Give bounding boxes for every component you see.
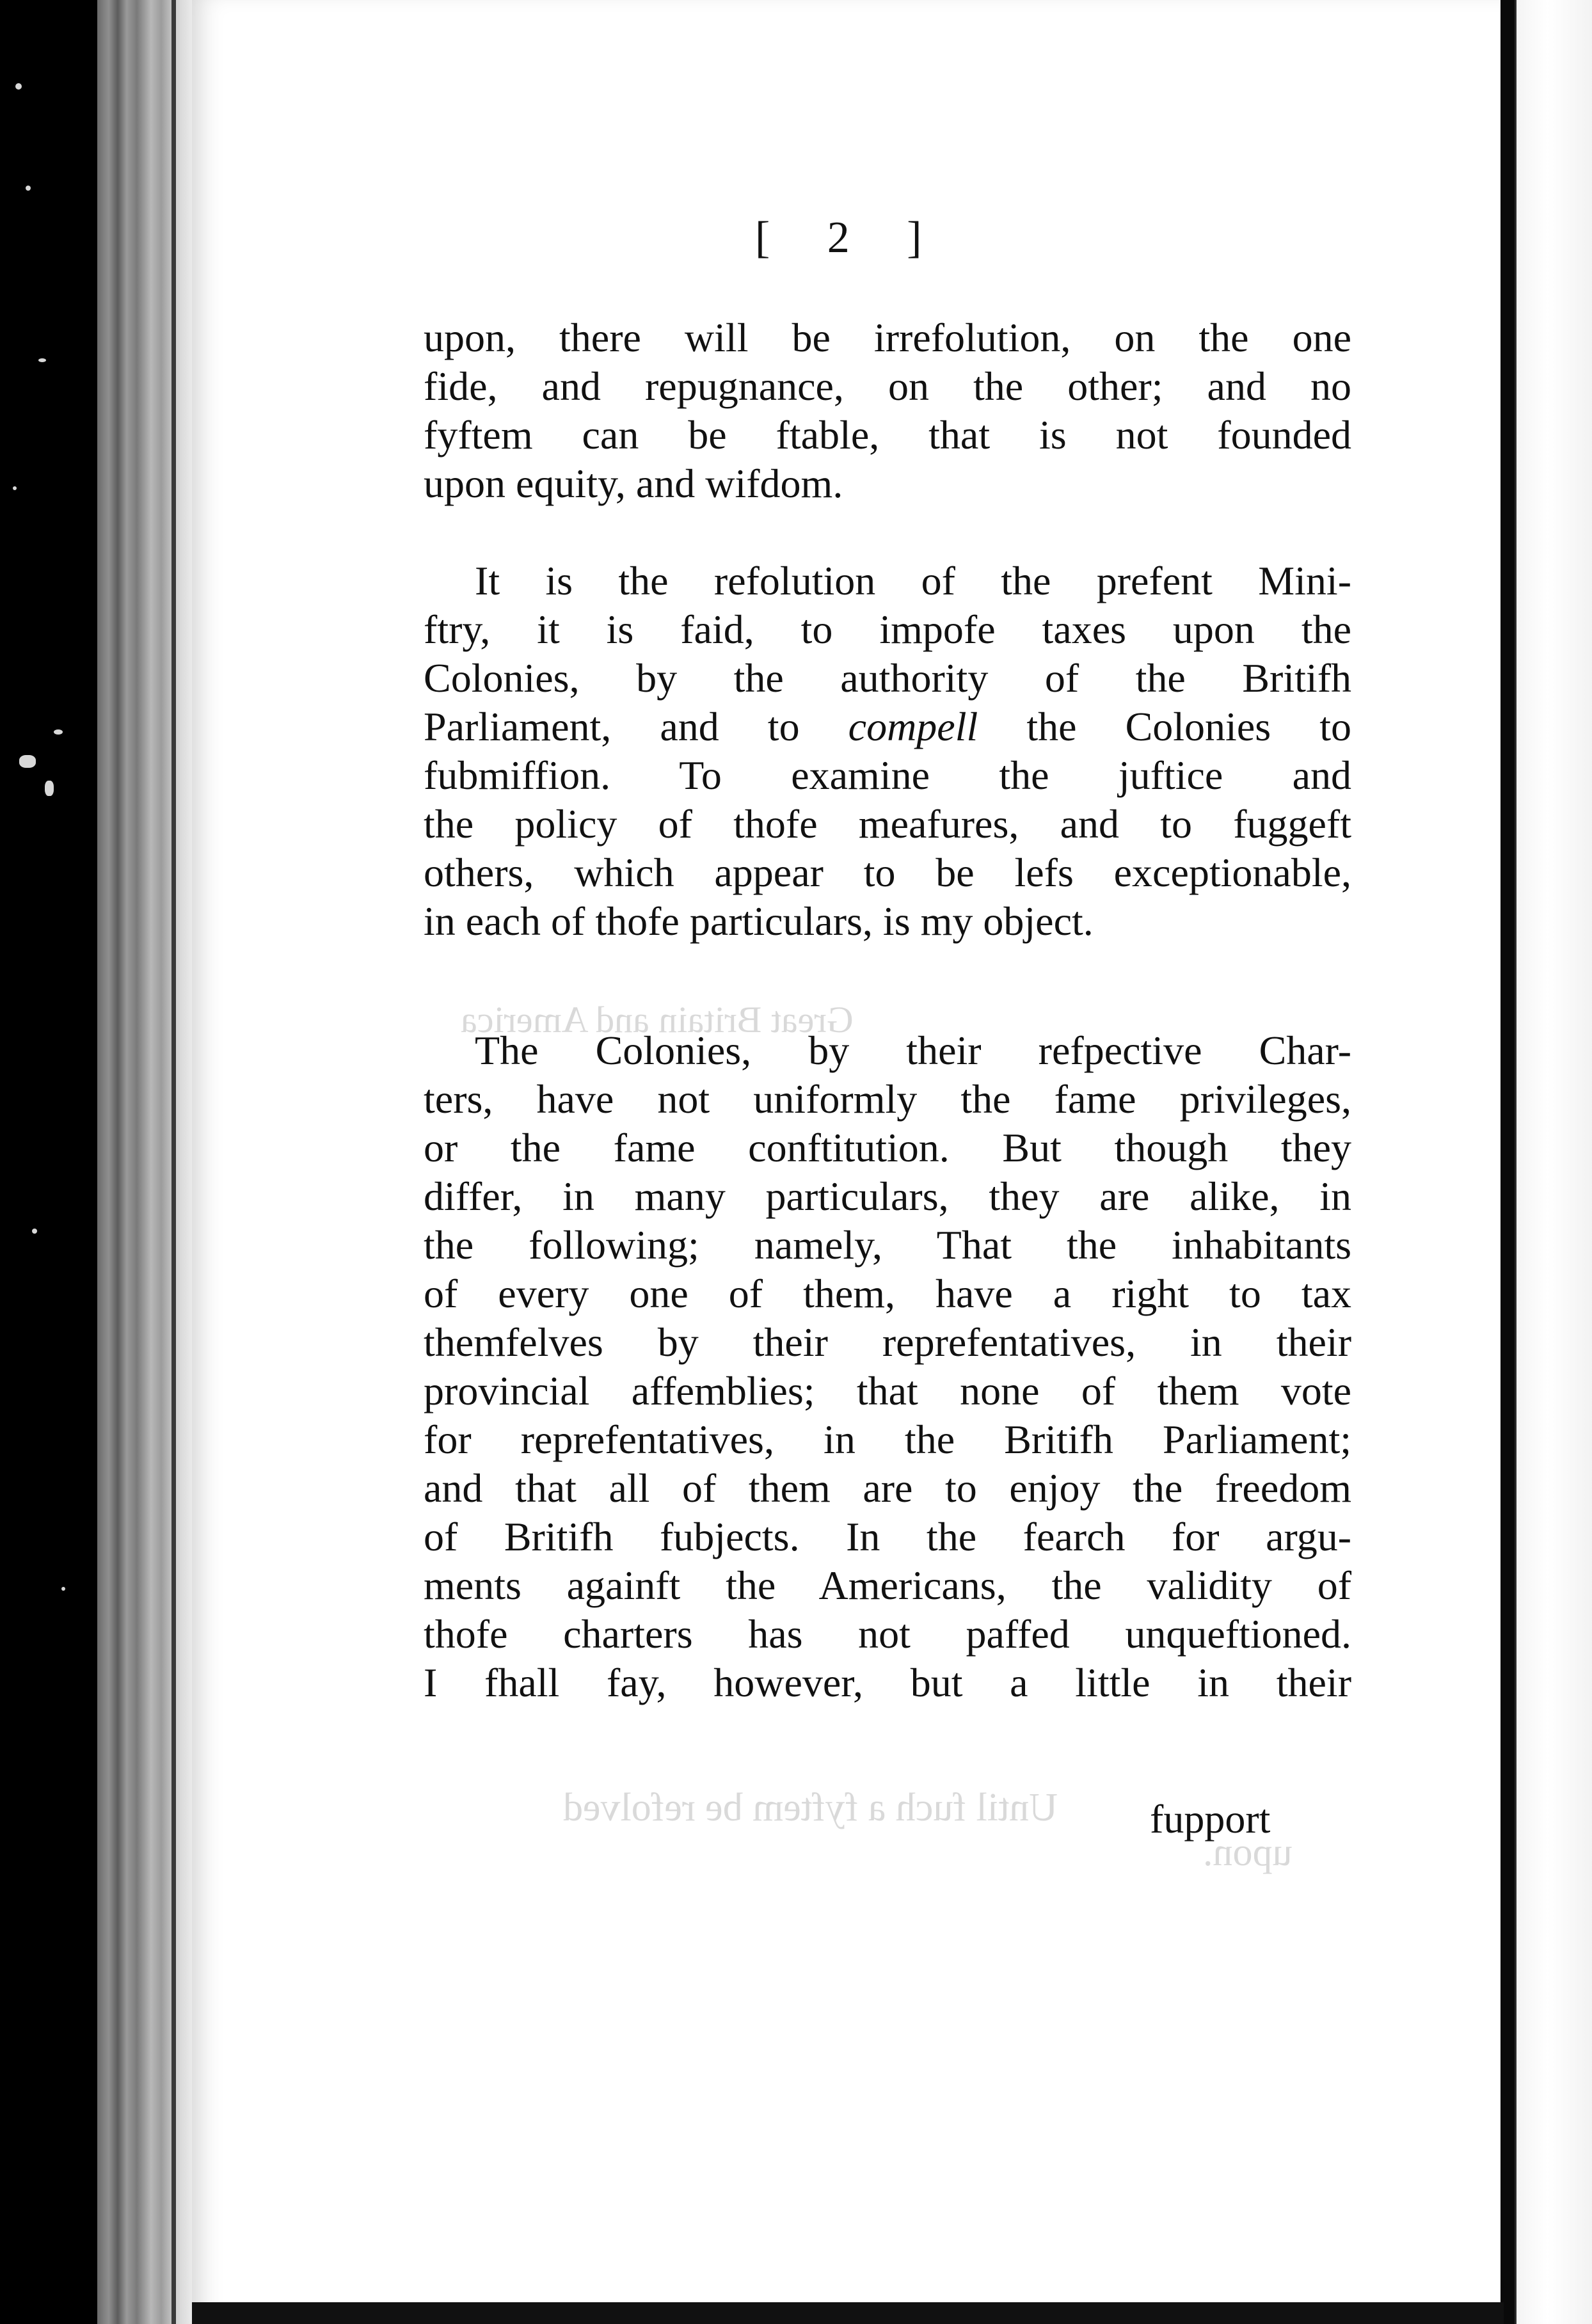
page-bottom-border <box>192 2302 1504 2324</box>
scan-speck <box>54 729 63 735</box>
text-line: Colonies, by the authority of the Britifh <box>424 655 1351 701</box>
text-line: differ, in many particulars, they are alike, in <box>424 1174 1351 1219</box>
adjacent-page-edge <box>1515 0 1592 2324</box>
text-line: fubmiffion. To examine the juftice and <box>424 752 1351 798</box>
scan-speck <box>32 1229 37 1234</box>
text-line: of Britifh fubjects. In the fearch for argu- <box>424 1514 1351 1559</box>
text-line: the following; namely, That the inhabitants <box>424 1222 1351 1268</box>
text-line: I fhall fay, however, but a little in their <box>424 1660 1351 1705</box>
text-line: thofe charters has not paffed unqueftioned. <box>424 1611 1351 1657</box>
scan-speck <box>38 358 46 362</box>
scan-speck <box>15 83 22 90</box>
scan-speck <box>19 755 36 768</box>
show-through-ghost-text: Until fuch a fyftem be refolved <box>563 1786 1058 1829</box>
text-line: ftry, it is faid, to impofe taxes upon the <box>424 607 1351 652</box>
text-line: ments againft the Americans, the validity of <box>424 1563 1351 1608</box>
text-line: and that all of them are to enjoy the freedom <box>424 1465 1351 1511</box>
scan-speck <box>61 1587 65 1591</box>
italic-word: compell <box>848 704 978 749</box>
page-number: [ 2 ] <box>755 213 945 262</box>
text-line: of every one of them, have a right to tax <box>424 1271 1351 1316</box>
text-line: for reprefentatives, in the Britifh Parliament; <box>424 1417 1351 1462</box>
scan-speck <box>26 186 31 191</box>
text-line: in each of thofe particulars, is my object. <box>424 898 1094 944</box>
text-line: It is the refolution of the prefent Mini- <box>475 558 1351 603</box>
text-line: or the fame conftitution. But though they <box>424 1125 1351 1170</box>
paragraph <box>424 1026 1351 1707</box>
show-through-ghost-text: upon. <box>1203 1831 1293 1874</box>
show-through-ghost-text: Great Britain and America <box>461 999 854 1040</box>
text-line: fyftem can be ftable, that is not founded <box>424 412 1351 458</box>
catchword: fupport <box>1150 1796 1271 1842</box>
scan-speck <box>45 781 54 796</box>
text-line: upon, there will be irrefolution, on the one <box>424 315 1351 360</box>
text-line: others, which appear to be lefs exceptionable, <box>424 850 1351 895</box>
paragraph <box>424 557 1351 946</box>
scan-speck <box>13 486 17 490</box>
text-line: provincial affemblies; that none of them vote <box>424 1368 1351 1413</box>
text-line: fide, and repugnance, on the other; and no <box>424 363 1351 409</box>
book-gutter <box>97 0 193 2324</box>
text-line: The Colonies, by their refpective Char- <box>475 1028 1351 1073</box>
text-line: ters, have not uniformly the fame privileges, <box>424 1076 1351 1122</box>
text-line: themfelves by their reprefentatives, in their <box>424 1319 1351 1365</box>
text-line-with-italic: Parliament, and to compell the Colonies to <box>424 704 1351 749</box>
text-line: upon equity, and wifdom. <box>424 461 843 506</box>
gutter-shadow-line <box>171 0 176 2324</box>
paragraph <box>424 314 1351 508</box>
text-line: the policy of thofe meafures, and to fuggeft <box>424 801 1351 847</box>
page-right-border <box>1500 0 1515 2324</box>
